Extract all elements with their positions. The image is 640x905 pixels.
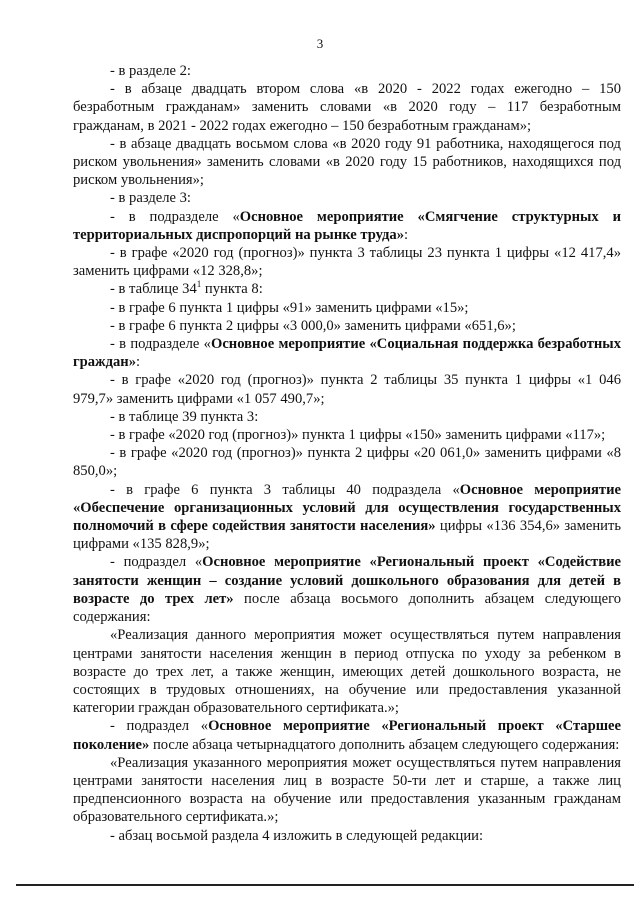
paragraph: [73, 335, 621, 371]
text-run: - в графе «2020 год (прогноз)» пункта 1 цифры «150» заменить цифрами «117»;: [110, 427, 606, 444]
text-run: цифры «136 354,6» заменить цифрами «135 828,9»;: [73, 518, 621, 553]
paragraph: [73, 626, 621, 717]
text-run: - в графе «2020 год (прогноз)» пункта 2 цифры «20 061,0» заменить цифрами «8 850,0»;: [73, 445, 621, 480]
bold-text: Основное мероприятие «Обеспечение организационных условий для осуществления государственных полномочий в сфере содействия занятости населения»: [73, 481, 621, 535]
superscript: 1: [196, 279, 202, 290]
text-run: - подраздел «: [110, 554, 203, 571]
text-run: - в графе «2020 год (прогноз)» пункта 2 таблицы 35 пункта 1 цифры «1 046 979,7» заменить цифрами «1 057 490,7»;: [73, 372, 621, 407]
bold-text: Основное мероприятие «Региональный проект «Старшее поколение»: [73, 718, 621, 753]
document-body: [73, 62, 621, 845]
text-run: :: [136, 354, 141, 371]
bold-text: Основное мероприятие «Социальная поддержка безработных граждан»: [73, 336, 621, 371]
paragraph: [73, 444, 621, 480]
text-run: - в графе «2020 год (прогноз)» пункта 3 таблицы 23 пункта 1 цифры «12 417,4» заменить цифрами «12 328,8»;: [73, 245, 621, 280]
text-run: - в подразделе «: [110, 336, 211, 353]
paragraph: [73, 280, 621, 298]
page-number: 3: [316, 36, 324, 51]
paragraph: [73, 426, 621, 444]
paragraph: [73, 371, 621, 407]
text-run: - в абзаце двадцать втором слова «в 2020 - 2022 годах ежегодно – 150 безработным гражданам» заменить словами «в 2020 году – 117 безработным гражданам, в 2021 - 2022 годах ежегодно – 150 безработным гражданам»;: [73, 81, 621, 134]
text-run: после абзаца восьмого дополнить абзацем следующего содержания:: [73, 590, 622, 626]
text-run: пункта 8:: [201, 281, 263, 298]
text-run: «Реализация указанного мероприятия может осуществляться путем направления центрами занятости населения лиц в возрасте 50-ти лет и старше, а также лиц предпенсионного возраста на обучение или предоставления указанным гражданам образовательного сертификата.»;: [73, 754, 621, 826]
paragraph: [73, 553, 621, 626]
text-run: «Реализация данного мероприятия может осуществляться путем направления центрами занятости населения женщин в период отпуска по уходу за ребенком в возрасте до трех лет, а также женщин, имеющих детей дошкольного возраста, не состоящих в трудовых отношениях, на обучение или предоставления указанной категории граждан образовательного сертификата.»;: [73, 627, 621, 717]
paragraph: [73, 135, 621, 190]
paragraph: [73, 317, 621, 335]
text-run: - в подразделе «: [110, 208, 240, 225]
text-run: - подраздел «: [110, 718, 209, 735]
text-run: - в графе 6 пункта 2 цифры «3 000,0» заменить цифрами «651,6»;: [110, 317, 516, 334]
text-run: - в графе 6 пункта 1 цифры «91» заменить цифрами «15»;: [110, 299, 469, 316]
text-run: - абзац восьмой раздела 4 изложить в следующей редакции:: [110, 827, 484, 844]
text-run: - в графе 6 пункта 3 таблицы 40 подраздела «: [110, 481, 460, 498]
text-run: - в разделе 3:: [110, 190, 191, 207]
bold-text: Основное мероприятие «Региональный проект «Содействие занятости женщин – создание условий дошкольного образования для детей в возрасте до трех лет»: [73, 554, 621, 607]
paragraph: [73, 244, 621, 280]
paragraph: [73, 189, 621, 207]
text-run: :: [404, 226, 409, 243]
bold-text: Основное мероприятие «Смягчение структурных и территориальных диспропорций на рынке труда»: [73, 208, 621, 243]
paragraph: [73, 717, 621, 753]
text-run: после абзаца четырнадцатого дополнить абзацем следующего содержания:: [149, 736, 620, 753]
text-run: - в таблице 39 пункта 3:: [110, 408, 259, 425]
paragraph: [73, 754, 621, 827]
paragraph: [73, 408, 621, 426]
bottom-rule: [16, 884, 634, 886]
text-run: - в разделе 2:: [110, 63, 191, 79]
paragraph: [73, 827, 621, 845]
paragraph: [73, 62, 621, 80]
paragraph: [73, 208, 621, 244]
text-run: - в таблице 34: [110, 281, 197, 298]
paragraph: [73, 299, 621, 317]
paragraph: [73, 481, 621, 554]
text-run: - в абзаце двадцать восьмом слова «в 2020 году 91 работника, находящегося под риском увольнения» заменить словами «в 2020 году 15 работников, находящихся под риском увольнения»;: [73, 135, 621, 189]
paragraph: [73, 80, 621, 135]
